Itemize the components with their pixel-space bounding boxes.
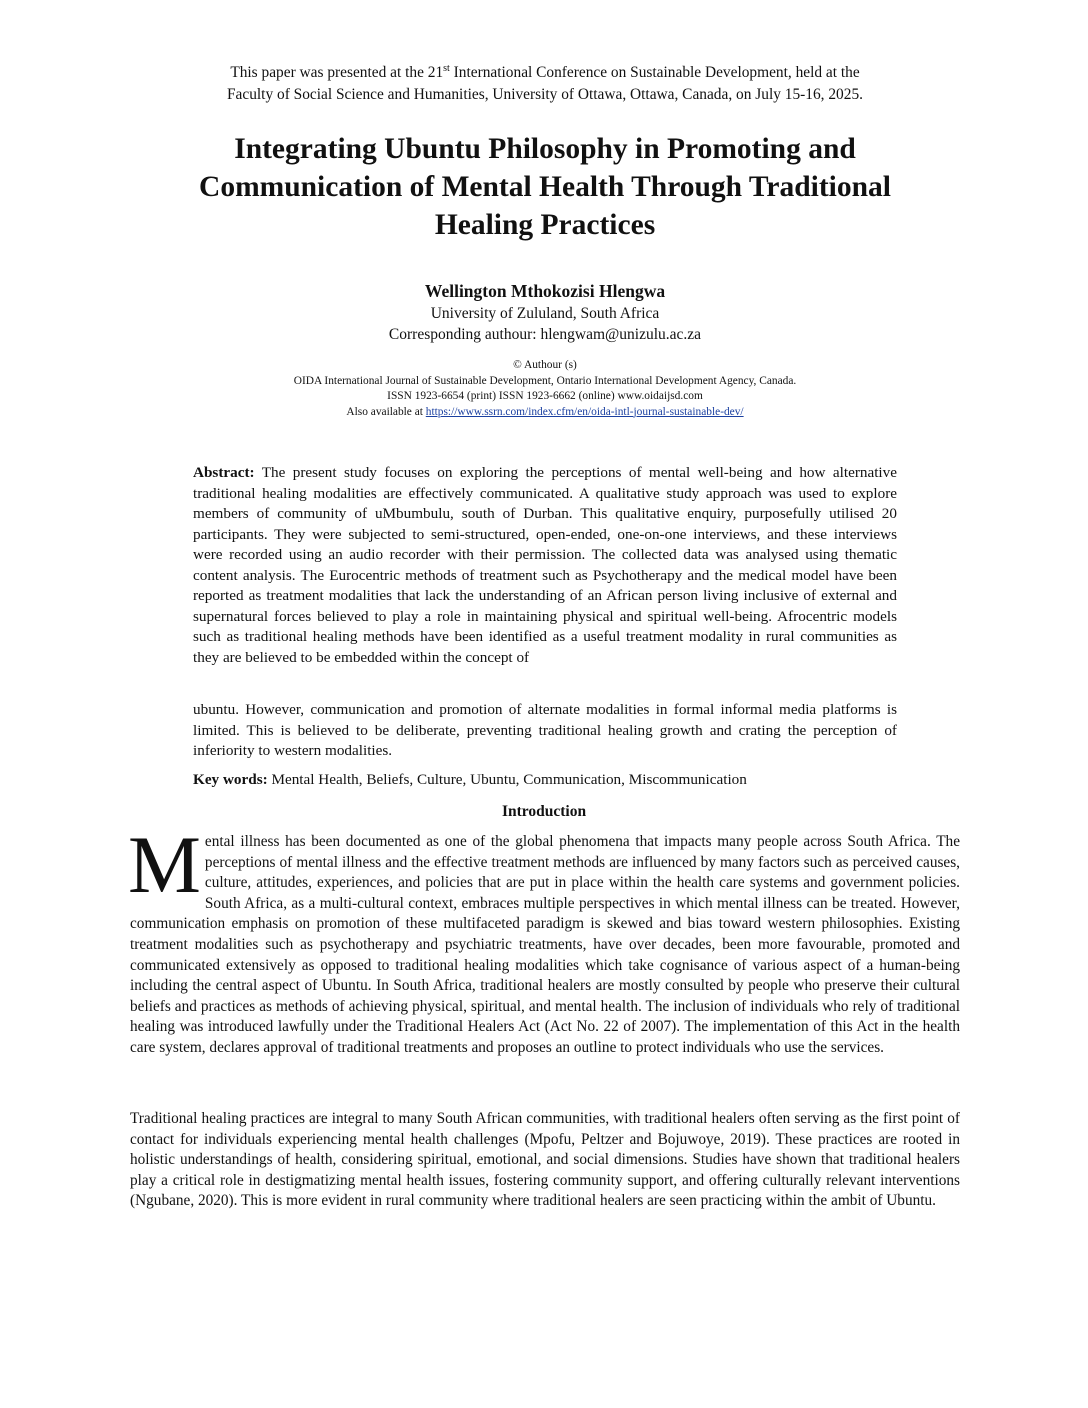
author-block: [240, 279, 850, 345]
conference-note-line-2: Faculty of Social Science and Humanities, University of Ottawa, Ottawa, Canada, on July 15-16, 2025.: [226, 86, 863, 103]
introduction-paragraph-2: Traditional healing practices are integral to many South African communities, with traditional healers often serving as the first point of contact for individuals experiencing mental health challenges (Mpofu, Peltzer and Bojuwoye, 2019). These practices are rooted in holistic understandings of health, considering spiritual, emotional, and social dimensions. Studies have shown that traditional healers play a critical role in destigmatizing mental health issues, fostering community support, and offering culturally relevant interventions (Ngubane, 2020). This is more evident in rural community where traditional healers are seen practicing within the ambit of Ubuntu.: [130, 1110, 960, 1210]
journal-line: OIDA International Journal of Sustainable Development, Ontario International Development Agency, Canada.: [293, 374, 797, 387]
keywords-text: Mental Health, Beliefs, Culture, Ubuntu, Communication, Miscommunication: [267, 771, 747, 788]
paper-title: [140, 130, 950, 244]
abstract-label: Abstract:: [193, 464, 255, 481]
introduction-heading: Introduction: [501, 803, 587, 820]
title-line-1: Integrating Ubuntu Philosophy in Promoting and: [234, 133, 856, 165]
drop-cap: M: [128, 819, 201, 910]
conference-ordinal-suffix: st: [443, 62, 450, 74]
abstract-text: The present study focuses on exploring the perceptions of mental well-being and how alternative traditional healing modalities are effectively communicated. A qualitative study approach was used to explore members of community of uMbumbulu, south of Durban. This qualitative enquiry, purposefully utilised 20 participants. They were subjected to semi-structured, open-ended, one-on-one interviews, and these interviews were recorded using an audio recorder with their permission. The collected data was analysed using thematic content analysis. The Eurocentric methods of treatment such as Psychotherapy and the medical model have been reported as treatment modalities that lack the understanding of an African person living inclusive of external and supernatural forces believed to play a role in maintaining physical and spiritual well-being. Afrocentric models such as traditional healing methods have been identified as a useful treatment modality in rural communities as they are believed to be embedded within the concept of: [193, 464, 897, 666]
title-line-2: Communication of Mental Health Through Traditional: [199, 171, 891, 203]
corresponding-author: Corresponding authour: hlengwam@unizulu.ac.za: [388, 326, 702, 343]
conference-note: [150, 62, 940, 106]
availability-prefix: Also available at: [346, 405, 426, 418]
author-name: Wellington Mthokozisi Hlengwa: [424, 281, 666, 301]
introduction-text-1: ental illness has been documented as one of the global phenomena that impacts many people across South Africa. The perceptions of mental illness and the effective treatment methods are influenced by many factors such as perceived causes, culture, attitudes, experiences, and policies that are put in place within the health care systems and government policies. South Africa, as a multi-cultural context, embraces multiple perspectives in which mental illness can be treated. However, communication emphasis on promotion of these multifaceted paradigm is skewed and bias toward western philosophies. Existing treatment modalities such as psychotherapy and psychiatric treatments, have over decades, been more favourable, promoted and communicated extensively as opposed to traditional healing modalities which take cognisance of various aspect of a human-being including the central aspect of Ubuntu. In South Africa, traditional healers are mostly consulted by people who preserve their cultural beliefs and practices as methods of achieving physical, spiritual, and mental health. The inclusion of individuals who rely of traditional healing was introduced lawfully under the Traditional Healers Act (Act No. 22 of 2007). The implementation of this Act in the health care system, declares approval of traditional treatments and proposes an outline to protect individuals who use the services.: [130, 833, 960, 1056]
abstract-paragraph: [193, 463, 897, 668]
keywords-label: Key words:: [193, 771, 268, 788]
abstract-continuation: ubuntu. However, communication and promotion of alternate modalities in formal informal media platforms is limited. This is believed to be deliberate, preventing traditional healing growth and crating the perception of inferiority to western modalities.: [193, 701, 897, 759]
ssrn-link[interactable]: https://www.ssrn.com/index.cfm/en/oida-intl-journal-sustainable-dev/: [425, 405, 744, 418]
copyright-block: [190, 358, 900, 420]
issn-line: ISSN 1923-6654 (print) ISSN 1923-6662 (online) www.oidaijsd.com: [387, 390, 703, 402]
conference-note-text-rest: International Conference on Sustainable Development, held at the: [449, 64, 860, 81]
availability-line: [190, 405, 900, 421]
conference-note-line-1: [150, 62, 940, 84]
title-line-3: Healing Practices: [434, 209, 656, 241]
author-affiliation: University of Zululand, South Africa: [430, 305, 660, 322]
copyright-line: © Authour (s): [513, 359, 577, 371]
conference-note-text: This paper was presented at the 21: [230, 64, 444, 81]
keywords: [193, 770, 897, 791]
introduction-paragraph-1: [128, 819, 960, 1059]
